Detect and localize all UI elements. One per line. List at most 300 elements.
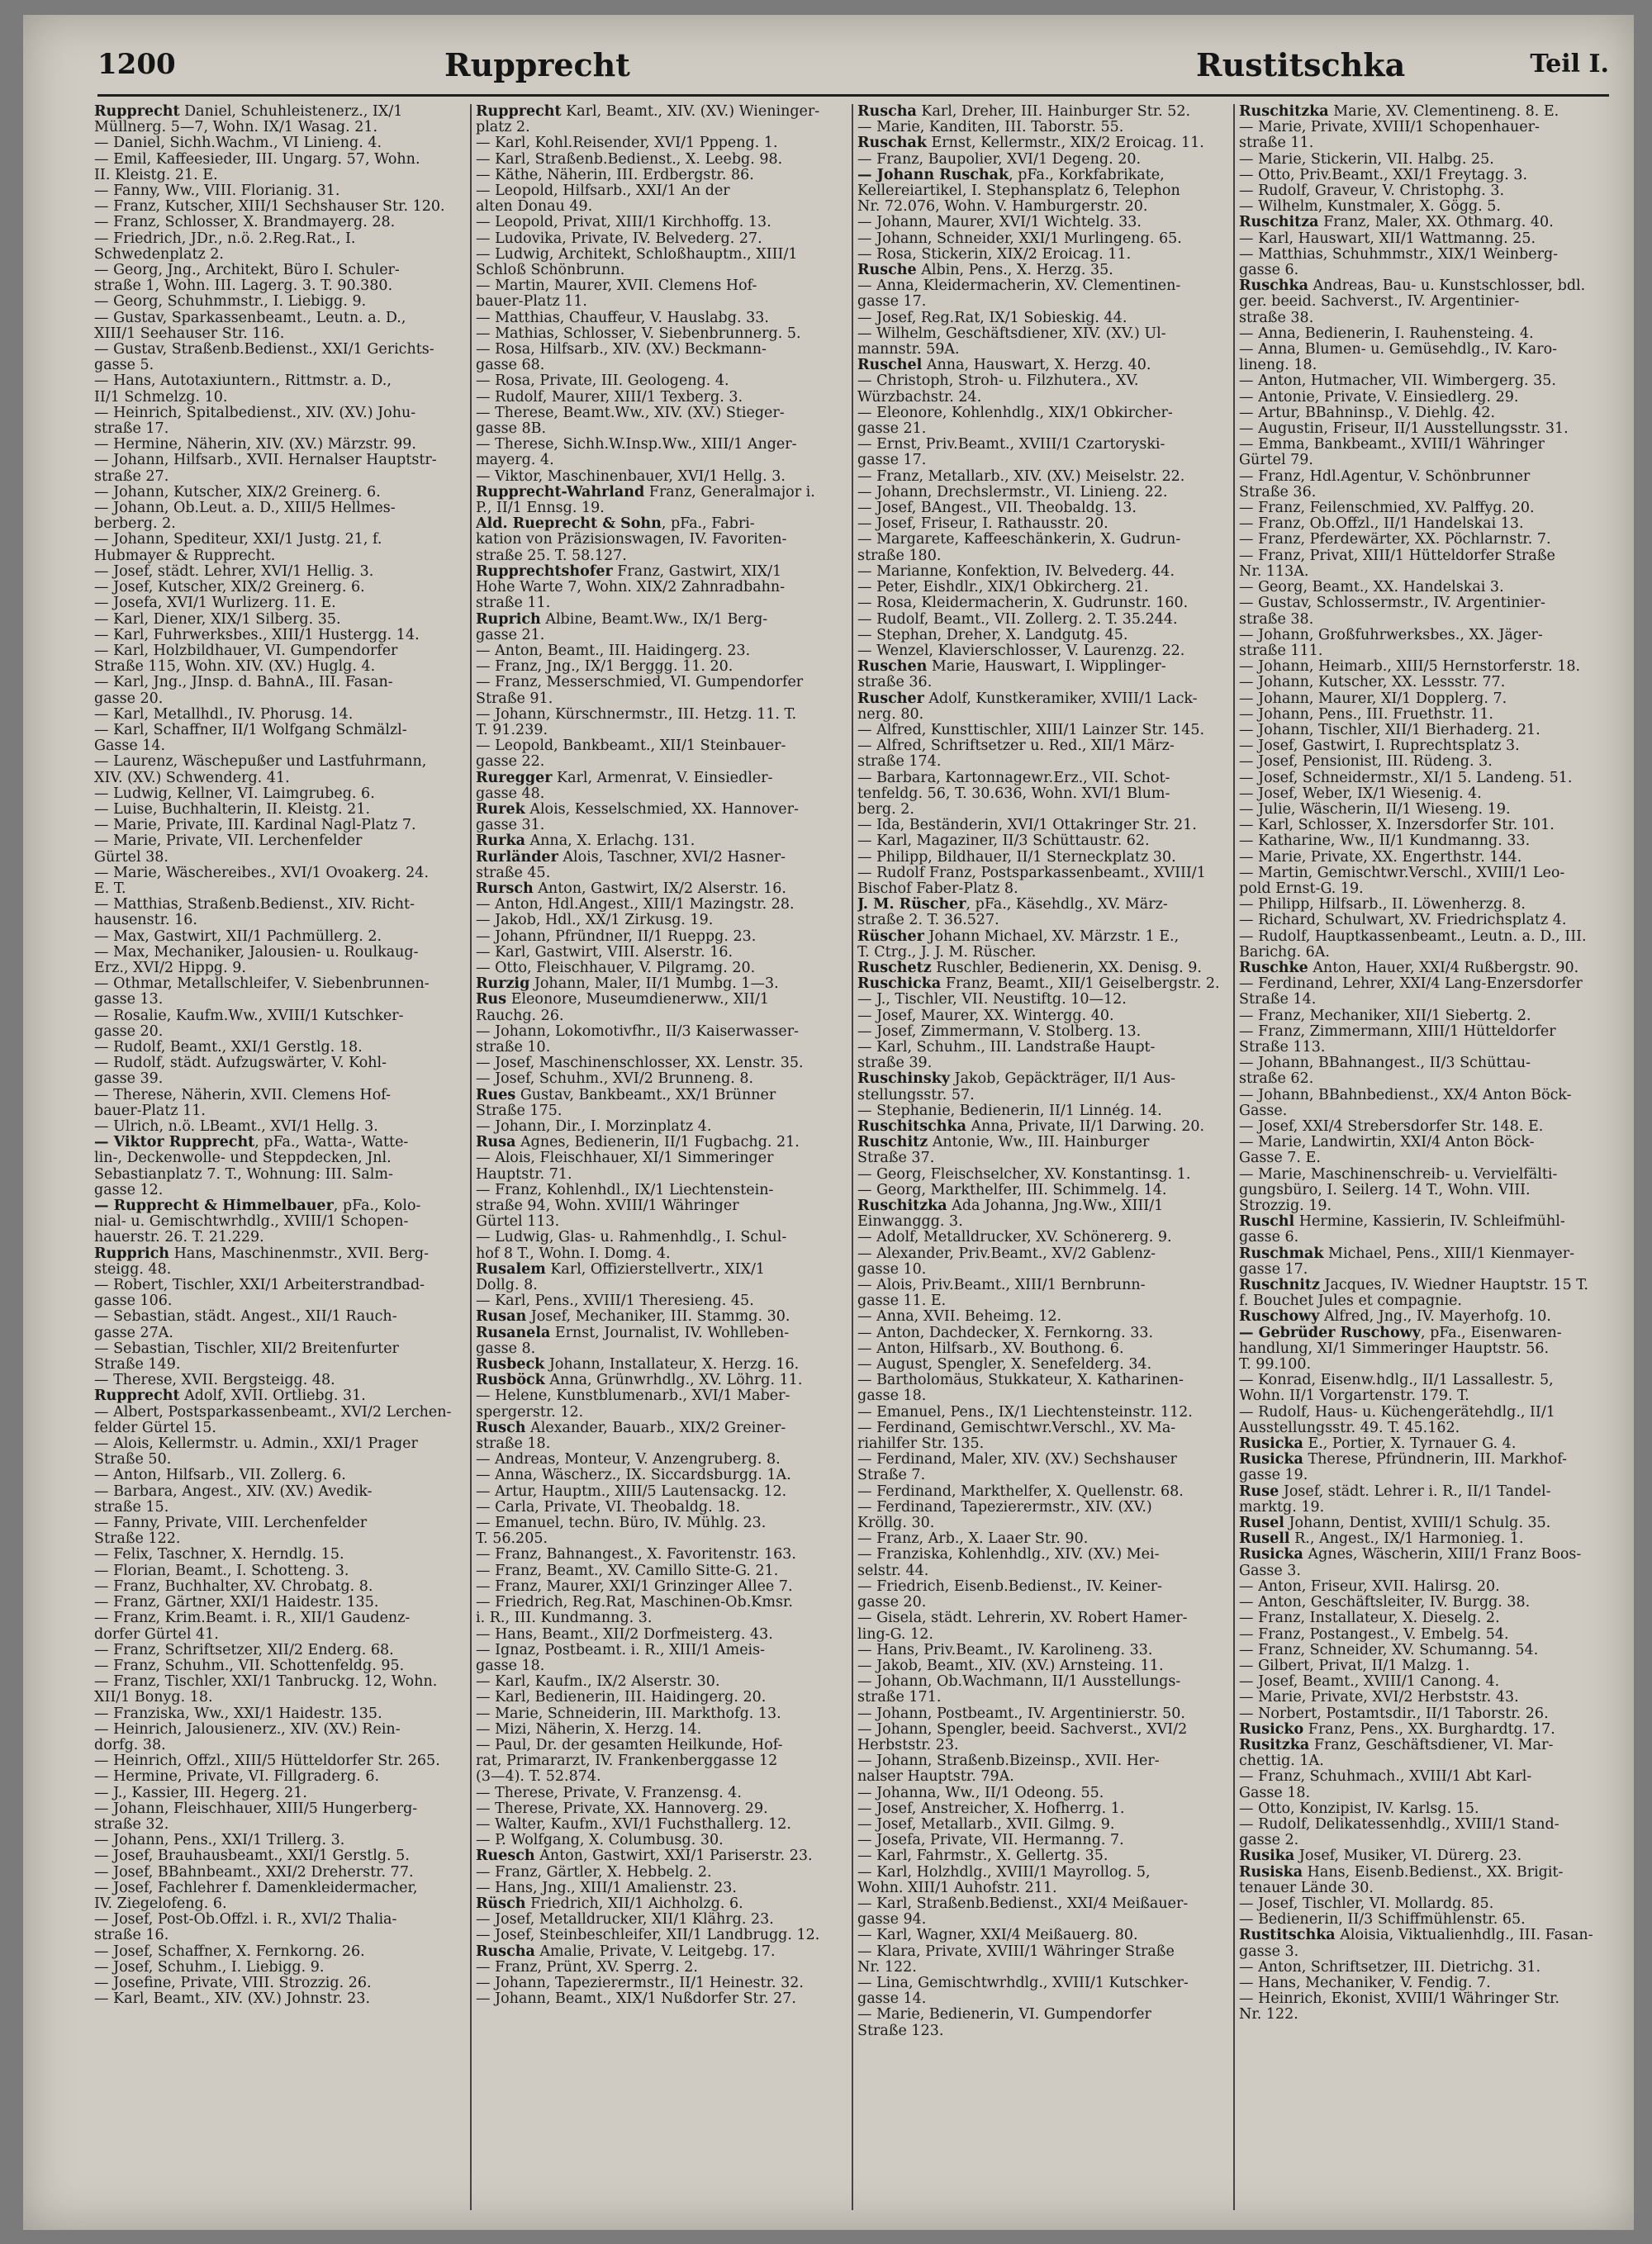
entry-text: gasse 39. bbox=[94, 1071, 164, 1088]
entry-text: — Karl, Hauswart, XII/1 Wattmanng. 25. bbox=[1239, 230, 1536, 247]
directory-entry-line bbox=[857, 1262, 1227, 1278]
directory-entry-line bbox=[1239, 961, 1609, 976]
directory-entry-line bbox=[476, 1976, 846, 1991]
entry-text: P., II/1 Ennsg. 19. bbox=[476, 501, 605, 517]
directory-entry-line bbox=[94, 1119, 464, 1135]
entry-text: — Gustav, Straßenb.Bedienst., XXI/1 Gerichts- bbox=[94, 342, 434, 358]
directory-entry-line bbox=[1239, 2007, 1609, 2023]
entry-text: — Anna, Wäscherz., IX. Siccardsburgg. 1A. bbox=[476, 1468, 791, 1484]
entry-text: — Alois, Fleischhauer, XI/1 Simmeringer bbox=[476, 1150, 774, 1167]
directory-entry-line bbox=[476, 326, 846, 342]
directory-entry-line bbox=[94, 976, 464, 992]
entry-text: T. 99.100. bbox=[1239, 1357, 1312, 1373]
entry-text: — Johann, Beamt., XIX/1 Nußdorfer Str. 27. bbox=[476, 1991, 796, 2008]
directory-entry-line bbox=[857, 469, 1227, 485]
entry-text: — Franz, Installateur, X. Dieselg. 2. bbox=[1239, 1611, 1500, 1627]
entry-text: Anna, Hauswart, X. Herzg. 40. bbox=[922, 358, 1151, 374]
directory-entry-line bbox=[857, 311, 1227, 326]
entry-text: gasse 18. bbox=[857, 1388, 927, 1405]
entry-text: — Franz, Maurer, XXI/1 Grinzinger Allee 7. bbox=[476, 1578, 793, 1595]
entry-text: — Gisela, städt. Lehrerin, XV. Robert Hamer- bbox=[857, 1611, 1188, 1627]
directory-entry-line bbox=[94, 659, 464, 675]
entry-text: Karl, Dreher, III. Hainburger Str. 52. bbox=[916, 104, 1191, 120]
directory-entry-line bbox=[476, 659, 846, 675]
directory-entry-line bbox=[476, 1848, 846, 1864]
entry-text: — Jakob, Hdl., XX/1 Zirkusg. 19. bbox=[476, 913, 714, 929]
entry-text: Gürtel 113. bbox=[476, 1214, 560, 1231]
entry-text: — Ernst, Priv.Beamt., XVIII/1 Czartoryski- bbox=[857, 437, 1165, 453]
directory-entry-line bbox=[1239, 786, 1609, 802]
entry-text: handlung, XI/1 Simmeringer Hauptstr. 56. bbox=[1239, 1340, 1550, 1357]
entry-text: R., Angest., IX/1 Harmonieg. 1. bbox=[1289, 1531, 1524, 1548]
entry-text: Straße 113. bbox=[1239, 1039, 1326, 1056]
directory-entry-line bbox=[94, 485, 464, 501]
directory-entry-line bbox=[1239, 1801, 1609, 1817]
directory-entry-line bbox=[476, 485, 846, 501]
directory-entry-line bbox=[94, 1008, 464, 1024]
directory-entry-line bbox=[476, 1326, 846, 1341]
entry-text: hausenstr. 16. bbox=[94, 913, 197, 929]
directory-entry-line bbox=[1239, 532, 1609, 548]
entry-text: Gürtel 38. bbox=[94, 849, 169, 866]
entry-text: — Johann, Ob.Wachmann, II/1 Ausstellungs- bbox=[857, 1674, 1181, 1691]
directory-entry-line bbox=[1239, 802, 1609, 818]
entry-text: Ernst, Journalist, IV. Wohlleben- bbox=[550, 1325, 790, 1341]
entry-text: , pFa., Käsehdlg., XV. März- bbox=[966, 897, 1168, 913]
directory-entry-line bbox=[857, 659, 1227, 675]
directory-entry-line bbox=[857, 866, 1227, 881]
directory-entry-line bbox=[857, 1341, 1227, 1357]
directory-entry-line bbox=[476, 311, 846, 326]
directory-entry-line bbox=[1239, 1595, 1609, 1611]
directory-entry-line bbox=[857, 1119, 1227, 1135]
entry-text: Franz, Maler, XX. Othmarg. 40. bbox=[1318, 215, 1554, 231]
directory-entry-line bbox=[476, 1008, 846, 1024]
directory-entry-line bbox=[857, 1611, 1227, 1626]
directory-entry-line bbox=[476, 1293, 846, 1309]
entry-surname: Ruschak bbox=[857, 135, 927, 152]
directory-entry-line bbox=[1239, 1516, 1609, 1531]
entry-text: — Otto, Fleischhauer, V. Pilgramg. 20. bbox=[476, 960, 756, 976]
entry-text: — Josef, Zimmermann, V. Stolberg. 13. bbox=[857, 1023, 1142, 1040]
entry-text: — Viktor, Maschinenbauer, XVI/1 Hellg. 3. bbox=[476, 468, 786, 485]
directory-entry-line bbox=[94, 231, 464, 247]
entry-text: — Johann, Kutscher, XX. Lessstr. 77. bbox=[1239, 675, 1506, 691]
directory-entry-line bbox=[1239, 976, 1609, 992]
entry-text: — Josef, Tischler, VI. Mollardg. 85. bbox=[1239, 1895, 1494, 1912]
directory-entry-line bbox=[1239, 1896, 1609, 1912]
directory-entry-line bbox=[94, 802, 464, 818]
directory-entry-line bbox=[476, 976, 846, 992]
directory-entry-line bbox=[1239, 104, 1609, 120]
directory-entry-line bbox=[857, 786, 1227, 802]
entry-text: — Bedienerin, II/3 Schiffmühlenstr. 65. bbox=[1239, 1912, 1526, 1929]
directory-entry-line bbox=[857, 929, 1227, 945]
entry-text: — Marie, Maschinenschreib- u. Vervielfälti- bbox=[1239, 1166, 1558, 1183]
entry-text: — Josef, Maurer, XX. Wintergg. 40. bbox=[857, 1008, 1114, 1024]
entry-text: Gürtel 79. bbox=[1239, 453, 1313, 469]
directory-entry-line bbox=[1239, 1103, 1609, 1119]
entry-text: — Emanuel, techn. Büro, IV. Mühlg. 23. bbox=[476, 1516, 767, 1532]
entry-text: Herbststr. 23. bbox=[857, 1737, 959, 1753]
entry-text: Franz, Generalmajor i. bbox=[644, 484, 815, 501]
directory-entry-line bbox=[857, 263, 1227, 278]
directory-entry-line bbox=[476, 516, 846, 532]
entry-text: Eleonore, Museumdienerww., XII/1 bbox=[506, 992, 770, 1008]
directory-entry-line bbox=[1239, 595, 1609, 611]
entry-text: — Marie, Kanditen, III. Taborstr. 55. bbox=[857, 120, 1124, 136]
entry-text: Erz., XVI/2 Hippg. 9. bbox=[94, 960, 246, 976]
directory-entry-line bbox=[94, 1500, 464, 1516]
entry-text: — Josef, Reg.Rat, IX/1 Sobieskig. 44. bbox=[857, 310, 1127, 326]
directory-entry-line bbox=[1239, 564, 1609, 580]
entry-text: — Johann, Spengler, beeid. Sachverst., XVI/2 bbox=[857, 1721, 1188, 1738]
directory-entry-line bbox=[857, 675, 1227, 690]
directory-entry-line bbox=[476, 1183, 846, 1198]
entry-text: steigg. 48. bbox=[94, 1261, 172, 1278]
entry-text: Hohe Warte 7, Wohn. XIX/2 Zahnradbahn- bbox=[476, 580, 786, 596]
directory-entry-line bbox=[857, 818, 1227, 833]
directory-entry-line bbox=[1239, 326, 1609, 342]
entry-text: gasse 17. bbox=[857, 294, 927, 311]
directory-entry-line bbox=[1239, 1786, 1609, 1801]
directory-entry-line bbox=[476, 1040, 846, 1056]
entry-text: Nr. 122. bbox=[857, 1959, 917, 1976]
directory-entry-line bbox=[1239, 1500, 1609, 1516]
directory-entry-line bbox=[94, 1262, 464, 1278]
entry-text: — Anton, Hilfsarb., VII. Zollerg. 6. bbox=[94, 1468, 346, 1484]
directory-entry-line bbox=[476, 1246, 846, 1262]
directory-entry-line bbox=[476, 929, 846, 945]
entry-text: Sebastianplatz 7. T., Wohnung: III. Salm- bbox=[94, 1166, 393, 1183]
directory-entry-line bbox=[1239, 390, 1609, 406]
entry-surname: Rusiska bbox=[1239, 1864, 1303, 1881]
entry-text: — Rosalie, Kaufm.Ww., XVIII/1 Kutschker- bbox=[94, 1008, 404, 1024]
entry-text: gasse 21. bbox=[857, 421, 927, 438]
entry-text: — Franz, Jng., IX/1 Berggg. 11. 20. bbox=[476, 659, 733, 676]
entry-text: — Johann, Spediteur, XXI/1 Justg. 21, f. bbox=[94, 532, 382, 548]
entry-text: — Johann, Fleischhauer, XIII/5 Hungerberg- bbox=[94, 1800, 418, 1817]
directory-entry-line bbox=[857, 1373, 1227, 1388]
entry-text: — Anna, Bedienerin, I. Rauhensteing. 4. bbox=[1239, 325, 1534, 342]
entry-text: — Heinrich, Offzl., XIII/5 Hütteldorfer Str. 265. bbox=[94, 1753, 440, 1770]
entry-text: Ruschler, Bedienerin, XX. Denisg. 9. bbox=[931, 960, 1202, 976]
entry-text: — Artur, Hauptm., XIII/5 Lautensackg. 12. bbox=[476, 1483, 787, 1500]
directory-entry-line bbox=[857, 1008, 1227, 1024]
directory-entry-line bbox=[1239, 1388, 1609, 1404]
entry-text: — Karl, Bedienerin, III. Haidingerg. 20. bbox=[476, 1690, 767, 1706]
entry-text: — Marie, Private, VII. Lerchenfelder bbox=[94, 833, 363, 850]
directory-entry-line bbox=[1239, 1452, 1609, 1468]
entry-text: — Emma, Bankbeamt., XVIII/1 Währinger bbox=[1239, 437, 1545, 453]
entry-text: Franz, Geschäftsdiener, VI. Mar- bbox=[1309, 1737, 1554, 1753]
directory-entry-line bbox=[476, 437, 846, 453]
directory-entry-line bbox=[1239, 1991, 1609, 2007]
directory-entry-line bbox=[857, 1817, 1227, 1833]
entry-text: — Marie, Private, XVI/2 Herbststr. 43. bbox=[1239, 1690, 1519, 1706]
entry-surname: Rues bbox=[476, 1087, 516, 1103]
directory-entry-line bbox=[857, 1326, 1227, 1341]
directory-entry-line bbox=[476, 1373, 846, 1388]
directory-entry-line bbox=[476, 1833, 846, 1848]
entry-text: — Franz, Bahnangest., X. Favoritenstr. 163. bbox=[476, 1547, 796, 1563]
directory-entry-line bbox=[94, 501, 464, 516]
directory-entry-line bbox=[857, 612, 1227, 628]
entry-text: — Johann, Drechslermstr., VI. Linieng. 22. bbox=[857, 484, 1168, 501]
entry-text: — Johann, Maurer, XI/1 Dopplerg. 7. bbox=[1239, 690, 1507, 707]
directory-entry-line bbox=[857, 183, 1227, 199]
directory-entry-line bbox=[857, 1230, 1227, 1245]
entry-text: — Johann, Heimarb., XIII/5 Hernstorferstr. 18. bbox=[1239, 659, 1581, 676]
entry-text: gasse 14. bbox=[857, 1991, 927, 2008]
directory-entry-line bbox=[94, 1865, 464, 1881]
entry-text: — Marie, Wäschereibes., XVI/1 Ovoakerg. 24. bbox=[94, 865, 430, 881]
directory-entry-line bbox=[476, 1881, 846, 1896]
directory-entry-line bbox=[476, 1500, 846, 1516]
entry-text: Alois, Taschner, XVI/2 Hasner- bbox=[558, 849, 786, 866]
directory-entry-line bbox=[476, 754, 846, 770]
directory-entry-line bbox=[857, 104, 1227, 120]
entry-text: Gasse 18. bbox=[1239, 1785, 1311, 1801]
directory-entry-line bbox=[1239, 659, 1609, 675]
directory-entry-line bbox=[476, 1912, 846, 1928]
directory-entry-line bbox=[1239, 135, 1609, 151]
directory-entry-line bbox=[476, 1405, 846, 1421]
entry-text: Johann, Dentist, XVIII/1 Schulg. 35. bbox=[1284, 1516, 1551, 1532]
entry-text: — Therese, Beamt.Ww., XIV. (XV.) Stieger- bbox=[476, 405, 785, 421]
entry-text: Albin, Pens., X. Herzg. 35. bbox=[916, 263, 1113, 279]
entry-text: — Johann, Ob.Leut. a. D., XIII/5 Hellmes- bbox=[94, 501, 396, 517]
entry-text: gasse 22. bbox=[476, 754, 545, 771]
entry-text: — Hans, Mechaniker, V. Fendig. 7. bbox=[1239, 1975, 1491, 1991]
entry-text: gasse 5. bbox=[94, 358, 154, 374]
directory-entry-line bbox=[94, 628, 464, 643]
directory-entry-line bbox=[857, 1706, 1227, 1722]
entry-text: Gasse. bbox=[1239, 1103, 1288, 1119]
directory-entry-line bbox=[857, 1436, 1227, 1452]
entry-text: — Josef, XXI/4 Strebersdorfer Str. 148. E. bbox=[1239, 1119, 1544, 1135]
directory-entry-line bbox=[94, 1643, 464, 1658]
entry-text: — Franz, Metallarb., XIV. (XV.) Meiselstr. 22. bbox=[857, 468, 1185, 485]
directory-entry-line bbox=[94, 1388, 464, 1404]
directory-entry-line bbox=[1239, 1881, 1609, 1896]
entry-text: Alfred, Jng., IV. Mayerhofg. 10. bbox=[1319, 1309, 1551, 1326]
entry-text: — Marie, Private, III. Kardinal Nagl-Platz 7. bbox=[94, 818, 416, 834]
directory-entry-line bbox=[1239, 1071, 1609, 1087]
entry-text: — Franz, Kohlenhdl., IX/1 Liechtenstein- bbox=[476, 1182, 774, 1198]
entry-text: T. 56.205. bbox=[476, 1531, 548, 1548]
directory-entry-line bbox=[1239, 1627, 1609, 1643]
entry-surname: Ruschitzka bbox=[857, 1198, 947, 1215]
directory-entry-line bbox=[1239, 866, 1609, 881]
directory-entry-line bbox=[857, 1991, 1227, 2007]
entry-text: Anna, Grünwrhdlg., XV. Löhrg. 11. bbox=[544, 1373, 803, 1389]
entry-text: — Gilbert, Privat, II/1 Malzg. 1. bbox=[1239, 1658, 1470, 1674]
directory-entry-line bbox=[94, 1452, 464, 1468]
entry-text: E. T. bbox=[94, 880, 126, 897]
directory-entry-line bbox=[857, 1405, 1227, 1421]
entry-text: Therese, Pfründnerin, III. Markhof- bbox=[1303, 1452, 1568, 1468]
directory-entry-line bbox=[94, 771, 464, 786]
directory-entry-line bbox=[476, 1547, 846, 1563]
entry-surname: Rurek bbox=[476, 801, 525, 818]
directory-entry-line bbox=[94, 183, 464, 199]
entry-text: Agnes, Wäscherin, XIII/1 Franz Boos- bbox=[1303, 1547, 1582, 1563]
entry-text: gasse 20. bbox=[94, 1023, 164, 1040]
header-rule bbox=[97, 94, 1609, 97]
directory-entry-line bbox=[1239, 1056, 1609, 1071]
directory-entry-line bbox=[1239, 1040, 1609, 1056]
entry-text: — Karl, Kaufm., IX/2 Alserstr. 30. bbox=[476, 1674, 720, 1691]
entry-text: — Antonie, Private, V. Einsiedlerg. 29. bbox=[1239, 389, 1519, 406]
entry-text: — Franz, Schneider, XV. Schumanng. 54. bbox=[1239, 1642, 1539, 1658]
entry-text: Antonie, Ww., III. Hainburger bbox=[928, 1135, 1150, 1151]
directory-entry-line bbox=[476, 135, 846, 151]
directory-entry-line bbox=[94, 1484, 464, 1500]
directory-entry-line bbox=[476, 1674, 846, 1690]
entry-text: — Franz, Tischler, XXI/1 Tanbruckg. 12, Wohn. bbox=[94, 1674, 438, 1691]
entry-text: Straße 149. bbox=[94, 1357, 181, 1373]
entry-text: — Matthias, Straßenb.Bedienst., XIV. Richt- bbox=[94, 897, 415, 913]
entry-surname: Rusanela bbox=[476, 1325, 551, 1341]
directory-entry-line bbox=[476, 104, 846, 120]
directory-entry-line bbox=[857, 802, 1227, 818]
entry-text: kation von Präzisionswagen, IV. Favoriten- bbox=[476, 532, 787, 548]
entry-text: — Fanny, Private, VIII. Lerchenfelder bbox=[94, 1516, 368, 1532]
entry-text: — Katharine, Ww., II/1 Kundmanng. 33. bbox=[1239, 833, 1531, 850]
entry-text: — Karl, Schaffner, II/1 Wolfgang Schmälzl- bbox=[94, 722, 407, 738]
directory-entry-line bbox=[1239, 231, 1609, 247]
directory-entry-line bbox=[857, 595, 1227, 611]
directory-entry-line bbox=[1239, 1183, 1609, 1198]
directory-entry-line bbox=[857, 1722, 1227, 1738]
directory-entry-line bbox=[1239, 707, 1609, 723]
entry-text: — Sebastian, städt. Angest., XII/1 Rauch- bbox=[94, 1309, 397, 1326]
entry-text: Hans, Eisenb.Bedienst., XX. Brigit- bbox=[1303, 1864, 1564, 1881]
entry-text: gasse 2. bbox=[1239, 1833, 1299, 1849]
directory-entry-line bbox=[476, 1579, 846, 1595]
directory-entry-line bbox=[94, 1627, 464, 1643]
directory-entry-line bbox=[857, 691, 1227, 707]
entry-surname: Rustitschka bbox=[1239, 1928, 1336, 1944]
directory-entry-line bbox=[476, 1643, 846, 1658]
entry-text: — Marie, Private, XX. Engerthstr. 144. bbox=[1239, 849, 1522, 866]
directory-entry-line bbox=[476, 1960, 846, 1976]
directory-entry-line bbox=[476, 1421, 846, 1436]
directory-entry-line bbox=[1239, 1278, 1609, 1293]
entry-text: gasse 11. E. bbox=[857, 1293, 947, 1310]
entry-text: — Andreas, Monteur, V. Anzengruberg. 8. bbox=[476, 1452, 781, 1468]
entry-text: straße 45. bbox=[476, 865, 551, 881]
directory-entry-line bbox=[94, 1976, 464, 1991]
entry-text: — Rudolf, Graveur, V. Christophg. 3. bbox=[1239, 183, 1505, 200]
directory-entry-line bbox=[94, 294, 464, 310]
directory-entry-line bbox=[857, 1056, 1227, 1071]
entry-text: gasse 94. bbox=[857, 1912, 927, 1929]
directory-entry-line bbox=[476, 1786, 846, 1801]
entry-text: Marie, Hauswart, I. Wipplinger- bbox=[927, 659, 1166, 676]
directory-entry-line bbox=[857, 1690, 1227, 1706]
entry-text: Gasse 7. E. bbox=[1239, 1150, 1321, 1167]
entry-text: — Georg, Jng., Architekt, Büro I. Schuler- bbox=[94, 263, 400, 279]
entry-text: — Johann, Schneider, XXI/1 Murlingeng. 65. bbox=[857, 230, 1182, 247]
entry-text: T. Ctrg., J. J. M. Rüscher. bbox=[857, 944, 1037, 961]
directory-entry-line bbox=[1239, 247, 1609, 263]
directory-entry-line bbox=[857, 1833, 1227, 1848]
directory-entry-line bbox=[1239, 1753, 1609, 1769]
directory-entry-line bbox=[1239, 1262, 1609, 1278]
entry-text: platz 2. bbox=[476, 120, 530, 136]
entry-text: — Josef, Beamt., XVIII/1 Canong. 4. bbox=[1239, 1674, 1500, 1691]
entry-text: — Hans, Autotaxiuntern., Rittmstr. a. D., bbox=[94, 373, 392, 390]
entry-text: Josef, städt. Lehrer i. R., II/1 Tandel- bbox=[1279, 1483, 1551, 1500]
directory-entry-line bbox=[1239, 1150, 1609, 1166]
directory-entry-line bbox=[1239, 1357, 1609, 1373]
directory-entry-line bbox=[1239, 833, 1609, 849]
entry-text: — Josef, Brauhausbeamt., XXI/1 Gerstlg. 5. bbox=[94, 1848, 410, 1865]
entry-text: — Anton, Hilfsarb., XV. Bouthong. 6. bbox=[857, 1340, 1124, 1357]
directory-entry-line bbox=[857, 1150, 1227, 1166]
entry-surname: Ruschetz bbox=[857, 960, 932, 976]
entry-text: bauer-Platz 11. bbox=[476, 294, 587, 311]
column-divider bbox=[470, 104, 472, 2210]
directory-entry-line bbox=[94, 135, 464, 151]
entry-text: — Marie, Private, XVIII/1 Schopenhauer- bbox=[1239, 120, 1540, 136]
directory-entry-line bbox=[857, 754, 1227, 770]
directory-entry-line bbox=[476, 738, 846, 754]
entry-text: — Othmar, Metallschleifer, V. Siebenbrunnen- bbox=[94, 976, 430, 993]
entry-text: straße 1, Wohn. III. Lagerg. 3. T. 90.380. bbox=[94, 278, 393, 295]
directory-entry-line bbox=[857, 390, 1227, 406]
entry-text: Alois, Kesselschmied, XX. Hannover- bbox=[525, 801, 799, 818]
entry-text: Straße 36. bbox=[1239, 484, 1317, 501]
entry-text: — Josef, Schuhm., XVI/2 Brunneng. 8. bbox=[476, 1071, 754, 1088]
entry-text: gasse 17. bbox=[1239, 1261, 1308, 1278]
directory-entry-line bbox=[94, 723, 464, 738]
entry-text: — Josef, Pensionist, III. Rüdeng. 3. bbox=[1239, 754, 1493, 771]
entry-surname: Rupprecht bbox=[476, 104, 562, 120]
directory-entry-line bbox=[476, 628, 846, 643]
directory-entry-line bbox=[1239, 897, 1609, 913]
directory-entry-line bbox=[94, 532, 464, 548]
entry-text: Kröllg. 30. bbox=[857, 1516, 935, 1532]
entry-text: — Albert, Postsparkassenbeamt., XVI/2 Lerchen- bbox=[94, 1404, 452, 1421]
directory-entry-line bbox=[1239, 1563, 1609, 1579]
directory-entry-line bbox=[1239, 120, 1609, 135]
directory-entry-line bbox=[94, 1278, 464, 1293]
directory-entry-line bbox=[476, 643, 846, 659]
directory-entry-line bbox=[476, 1563, 846, 1579]
entry-text: — Gustav, Sparkassenbeamt., Leutn. a. D., bbox=[94, 310, 406, 326]
entry-text: hauerstr. 26. T. 21.229. bbox=[94, 1230, 264, 1246]
entry-text: — Philipp, Hilfsarb., II. Löwenherzg. 8. bbox=[1239, 897, 1526, 913]
directory-entry-line bbox=[94, 1960, 464, 1976]
entry-text: — Leopold, Bankbeamt., XII/1 Steinbauer- bbox=[476, 738, 786, 755]
entry-text: — Wenzel, Klavierschlosser, V. Laurenzg. 22. bbox=[857, 643, 1185, 659]
entry-text: — Franz, Schriftsetzer, XII/2 Enderg. 68. bbox=[94, 1642, 394, 1658]
directory-entry-line bbox=[94, 421, 464, 437]
directory-entry-line bbox=[94, 1817, 464, 1833]
entry-text: XII/1 Bonyg. 18. bbox=[94, 1690, 213, 1706]
entry-text: straße 11. bbox=[476, 595, 551, 612]
entry-text: — Luise, Buchhalterin, II. Kleistg. 21. bbox=[94, 801, 371, 818]
entry-text: — Stephanie, Bedienerin, II/1 Linnég. 14. bbox=[857, 1103, 1162, 1119]
entry-text: — Franz, Gärtner, XXI/1 Haidestr. 135. bbox=[94, 1595, 379, 1611]
entry-text: selstr. 44. bbox=[857, 1563, 929, 1579]
directory-entry-line bbox=[857, 453, 1227, 468]
directory-entry-line bbox=[857, 120, 1227, 135]
directory-entry-line bbox=[476, 453, 846, 468]
